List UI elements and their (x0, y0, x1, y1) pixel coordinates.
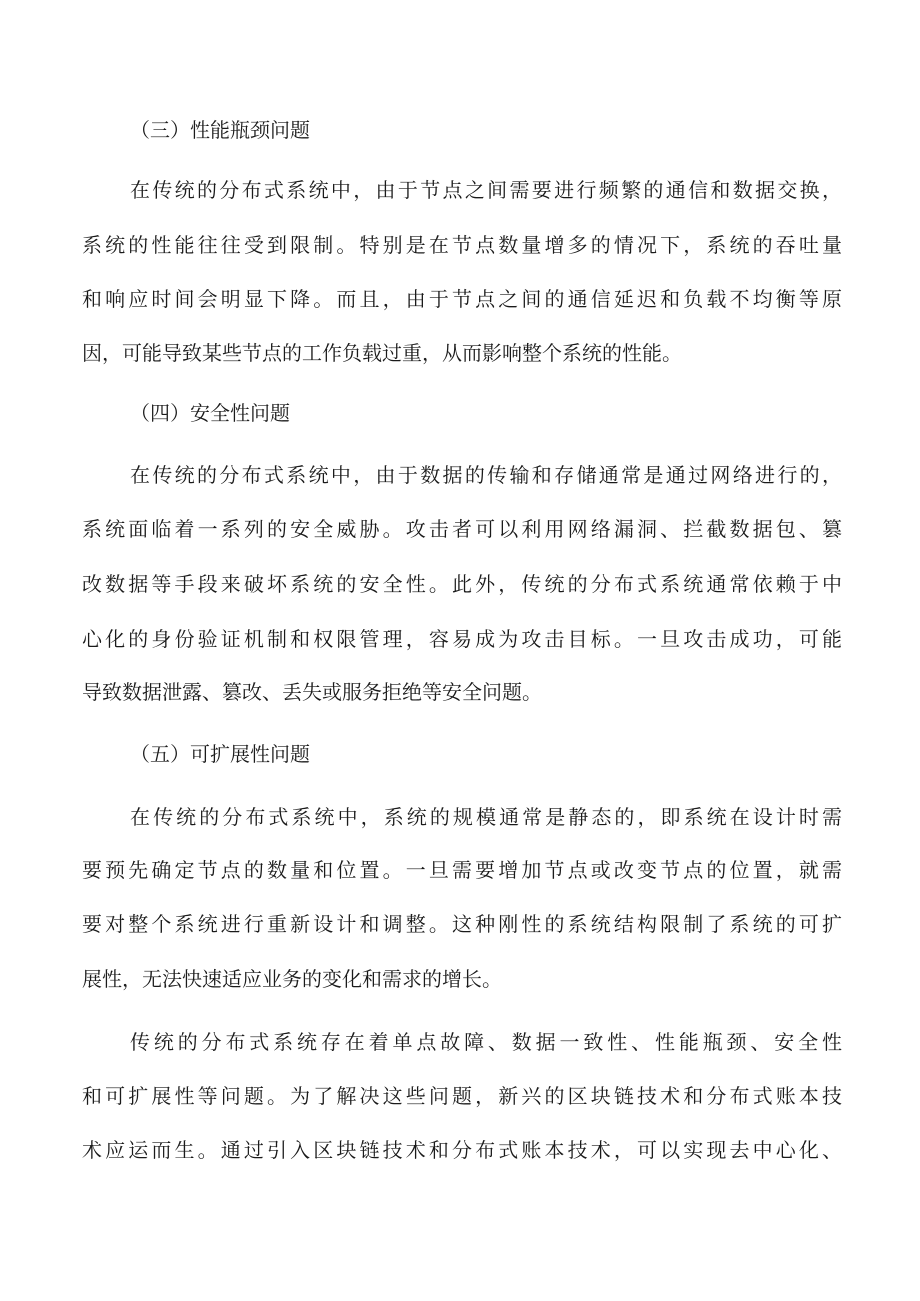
paragraph-line: 因，可能导致某些节点的工作负载过重，从而影响整个系统的性能。 (82, 341, 682, 365)
paragraph-line: 和响应时间会明显下降。而且，由于节点之间的通信延迟和负载不均衡等原 (82, 287, 842, 311)
paragraph-line: 展性，无法快速适应业务的变化和需求的增长。 (82, 967, 502, 991)
paragraph-line: 在传统的分布式系统中，由于数据的传输和存储通常是通过网络进行的， (130, 463, 842, 487)
paragraph-line: 在传统的分布式系统中，系统的规模通常是静态的，即系统在设计时需 (130, 805, 842, 829)
paragraph-line: 心化的身份验证机制和权限管理，容易成为攻击目标。一旦攻击成功，可能 (82, 627, 842, 651)
paragraph-line: 系统的性能往往受到限制。特别是在节点数量增多的情况下，系统的吞吐量 (82, 233, 842, 257)
paragraph-line: 在传统的分布式系统中，由于节点之间需要进行频繁的通信和数据交换， (130, 178, 842, 202)
section-heading: （四）安全性问题 (130, 401, 290, 425)
paragraph-line: 要预先确定节点的数量和位置。一旦需要增加节点或改变节点的位置，就需 (82, 858, 842, 882)
section-heading: （五）可扩展性问题 (130, 742, 310, 766)
paragraph-line: 传统的分布式系统存在着单点故障、数据一致性、性能瓶颈、安全性 (130, 1030, 842, 1054)
paragraph-line: 术应运而生。通过引入区块链技术和分布式账本技术，可以实现去中心化、 (82, 1138, 842, 1162)
paragraph-line: 改数据等手段来破坏系统的安全性。此外，传统的分布式系统通常依赖于中 (82, 572, 842, 596)
paragraph-line: 要对整个系统进行重新设计和调整。这种刚性的系统结构限制了系统的可扩 (82, 912, 842, 936)
paragraph-line: 系统面临着一系列的安全威胁。攻击者可以利用网络漏洞、拦截数据包、篡 (82, 517, 842, 541)
section-heading: （三）性能瓶颈问题 (130, 118, 310, 142)
paragraph-line: 和可扩展性等问题。为了解决这些问题，新兴的区块链技术和分布式账本技 (82, 1084, 842, 1108)
paragraph-line: 导致数据泄露、篡改、丢失或服务拒绝等安全问题。 (82, 680, 542, 704)
